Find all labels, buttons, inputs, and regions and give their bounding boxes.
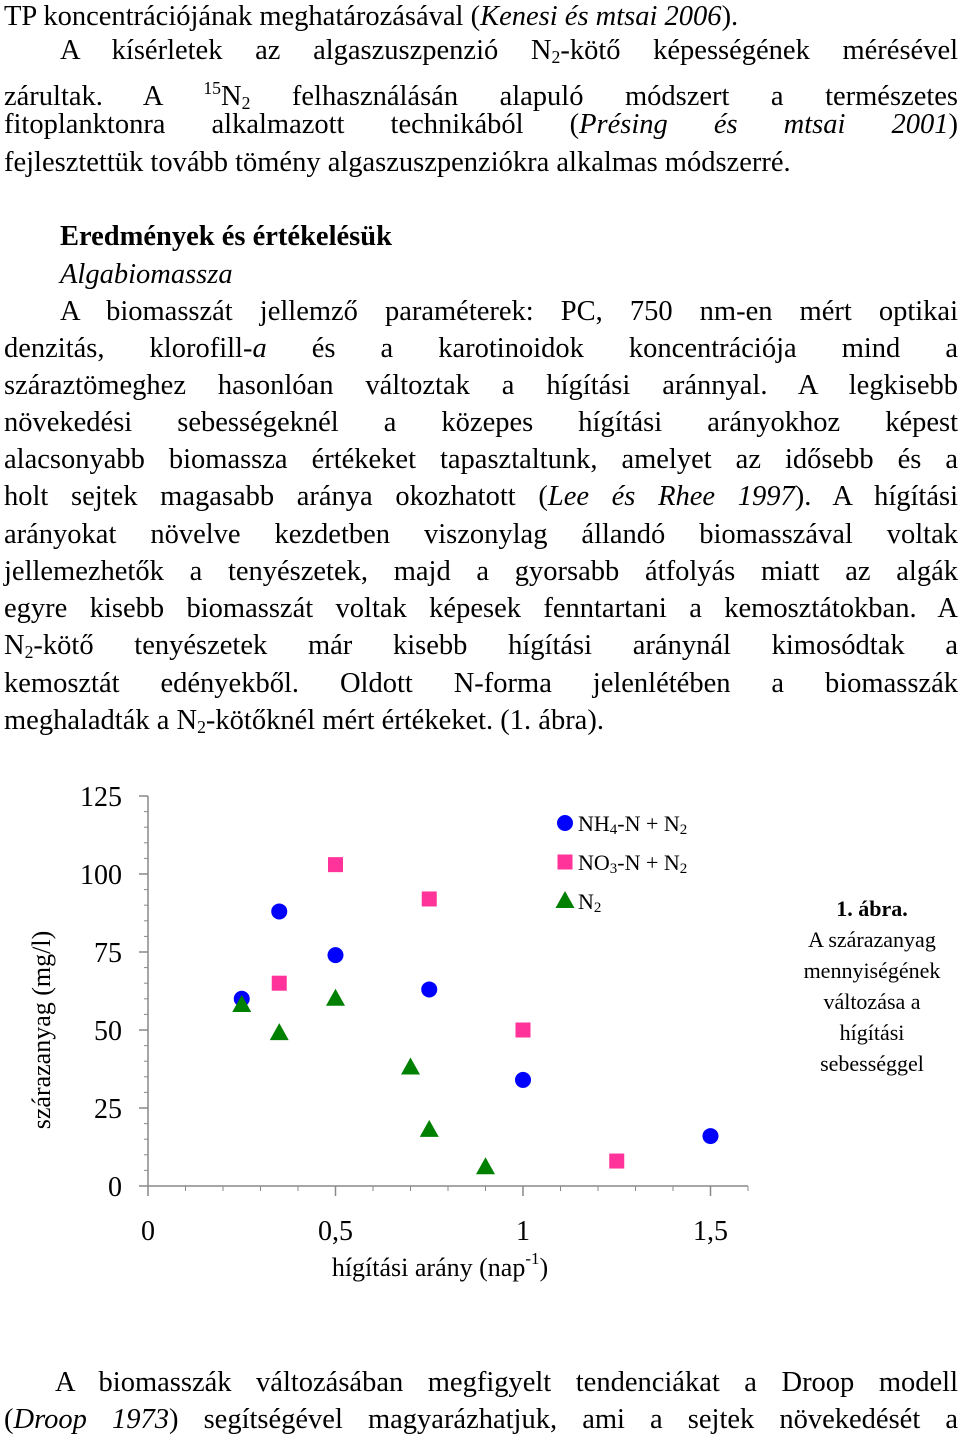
legend-square-icon bbox=[558, 855, 573, 870]
square-point bbox=[516, 1023, 531, 1038]
para-line-8: jellemezhetők a tenyészetek, majd a gyorsabb átfolyás miatt az algák bbox=[4, 556, 958, 587]
caption-line-4: hígítási bbox=[839, 1020, 905, 1045]
scatter-chart bbox=[0, 760, 780, 1320]
triangle-point bbox=[476, 1157, 495, 1174]
circle-point bbox=[421, 981, 437, 997]
intro-line-2: A kísérletek az algaszuszpenzió $N_2$-kötő képességének mérésével bbox=[60, 35, 959, 67]
para-line-6: holt sejtek magasabb aránya okozhatott (Lee és Rhee 1997). A hígítási bbox=[4, 481, 959, 512]
square-point bbox=[328, 857, 343, 872]
intro-line-5: fejlesztettük tovább tömény algaszuszpenziókra alkalmas módszerré. bbox=[4, 147, 791, 178]
caption-line-2: mennyiségének bbox=[803, 958, 941, 983]
triangle-point bbox=[270, 1023, 289, 1040]
square-point bbox=[609, 1154, 624, 1169]
outro-line-2: (Droop 1973) segítségével magyarázhatjuk, ami a sejtek növekedését a bbox=[4, 1404, 959, 1435]
y-axis-label: szárazanyag (mg/l) bbox=[27, 930, 56, 1130]
y-tick-label: 100 bbox=[80, 860, 122, 891]
legend-triangle-icon bbox=[556, 891, 575, 908]
x-tick-label: 0 bbox=[141, 1216, 155, 1247]
square-point bbox=[272, 976, 287, 991]
caption-line-1: A szárazanyag bbox=[808, 927, 936, 952]
circle-point bbox=[703, 1128, 719, 1144]
legend-circle-icon bbox=[557, 815, 573, 831]
para-line-3: szárazt​ömeghez hasonlóan változtak a hígítási aránnyal. A legkisebb bbox=[4, 370, 958, 401]
para-line-4: növekedési sebességeknél a közepes hígítási arányokhoz képest bbox=[4, 407, 958, 438]
para-line-2: denzitás, klorofill-a és a karotinoidok koncentrációja mind a bbox=[4, 333, 958, 364]
caption-title: 1. ábra. bbox=[836, 896, 908, 921]
legend-label: NH4-N + N2 bbox=[578, 811, 688, 838]
y-tick-label: 50 bbox=[94, 1016, 122, 1047]
intro-line-4: fitoplanktonra alkalmazott technikából (Présing és mtsai 2001) bbox=[4, 109, 958, 140]
legend-label: N2 bbox=[578, 889, 602, 916]
chart-marks bbox=[232, 857, 718, 1174]
square-point bbox=[422, 891, 437, 906]
para-line-12: meghaladták a $N_2$-kötőknél mért értékeket. (1. ábra). bbox=[4, 705, 604, 737]
chart-legend bbox=[556, 811, 688, 916]
intro-line-1: TP koncentrációjának meghatározásával (Kenesi és mtsai 2006). bbox=[4, 1, 739, 32]
y-tick-label: 75 bbox=[94, 938, 122, 969]
circle-point bbox=[271, 903, 287, 919]
section-subheading: Algabiomassza bbox=[60, 259, 233, 290]
circle-point bbox=[515, 1072, 531, 1088]
para-line-11: kemosztát edényekből. Oldott N-forma jelenlétében a biomasszák bbox=[4, 668, 958, 699]
triangle-point bbox=[326, 989, 345, 1006]
y-tick-label: 25 bbox=[94, 1094, 122, 1125]
para-line-1: A biomasszát jellemző paraméterek: PC, 750 nm-en mért optikai bbox=[60, 296, 958, 327]
y-tick-label: 125 bbox=[80, 782, 122, 813]
x-tick-label: 1 bbox=[516, 1216, 530, 1247]
para-line-10: $N_2$-kötő tenyészetek már kisebb hígítási aránynál kimosódtak a bbox=[4, 630, 958, 662]
section-heading: Eredmények és értékelésük bbox=[60, 221, 392, 252]
outro-line-1: A biomasszák változásában megfigyelt tendenciákat a Droop modell bbox=[55, 1367, 958, 1398]
caption-line-3: változása a bbox=[823, 989, 921, 1014]
x-tick-label: 1,5 bbox=[693, 1216, 728, 1247]
caption-line-5: sebességgel bbox=[820, 1051, 924, 1076]
x-tick-label: 0,5 bbox=[318, 1216, 353, 1247]
para-line-9: egyre kisebb biomasszát voltak képesek fenntartani a kemosztátokban. A bbox=[4, 593, 958, 624]
y-tick-label: 0 bbox=[108, 1172, 122, 1203]
legend-label: NO3-N + N2 bbox=[578, 850, 688, 877]
circle-point bbox=[328, 947, 344, 963]
para-line-7: arányokat növelve kezdetben viszonylag állandó biomasszával voltak bbox=[4, 519, 958, 550]
triangle-point bbox=[401, 1057, 420, 1074]
intro-line-3: zárultak. A $^{15}N_2$ felhasználásán alapuló módszert a természetes bbox=[4, 78, 958, 113]
triangle-point bbox=[420, 1120, 439, 1137]
figure-caption bbox=[782, 893, 960, 1079]
x-axis-label: hígítási arány (nap$^{-1}$) bbox=[331, 1249, 549, 1282]
para-line-5: alacsonyabb biomassza értékeket tapasztaltunk, amelyet az idősebb és a bbox=[4, 444, 958, 475]
